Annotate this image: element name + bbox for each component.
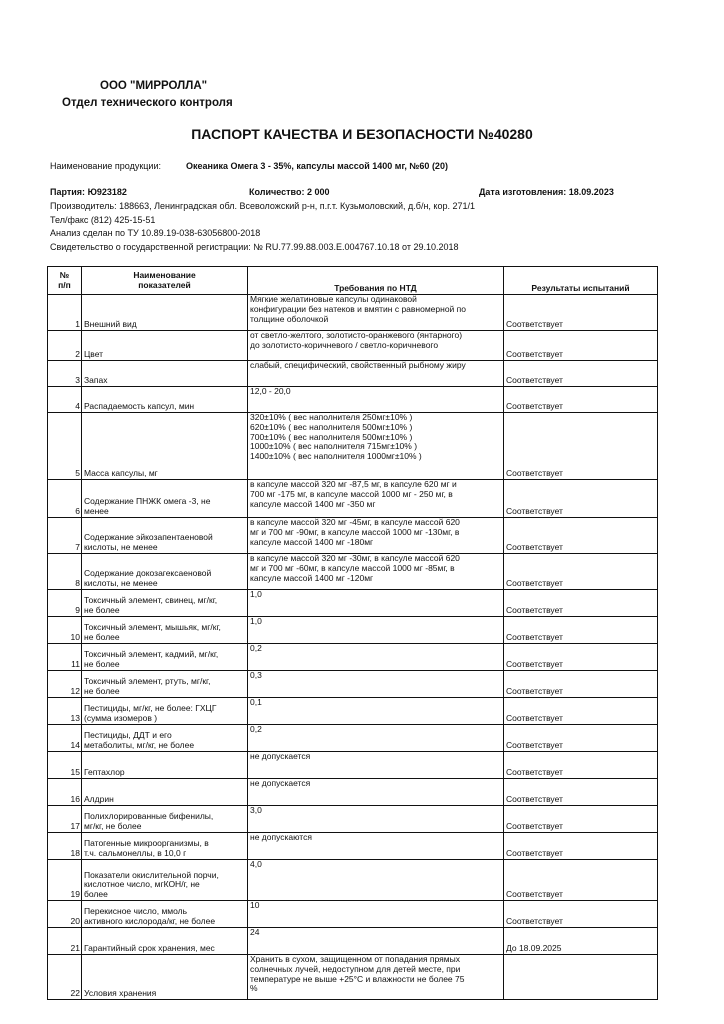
row-number: 14: [48, 725, 82, 752]
row-number: 18: [48, 833, 82, 860]
row-indicator-name: Патогенные микроорганизмы, в т.ч. сальмонеллы, в 10,0 г: [82, 833, 248, 860]
department-name: Отдел технического контроля: [62, 97, 233, 109]
row-indicator-name: Условия хранения: [82, 955, 248, 1000]
table-row: [48, 617, 658, 644]
row-requirement: не допускаются: [248, 833, 504, 860]
row-indicator-name: Масса капсулы, мг: [82, 413, 248, 480]
row-number: 8: [48, 554, 82, 590]
row-indicator-name: Гарантийный срок хранения, мес: [82, 928, 248, 955]
row-indicator-name: Содержание ПНЖК омега -3, не менее: [82, 480, 248, 518]
quantity-value: 2 000: [306, 187, 330, 197]
organization-name: ООО "МИРРОЛЛА": [100, 80, 208, 92]
table-row: [48, 413, 658, 480]
table-row: [48, 518, 658, 554]
table-row: [48, 752, 658, 779]
row-indicator-name: Пестициды, мг/кг, не более: ГХЦГ (сумма изомеров ): [82, 698, 248, 725]
row-indicator-name: Показатели окислительной порчи, кислотное число, мгКОН/г, не более: [82, 860, 248, 901]
quantity-line: [249, 187, 330, 197]
phone-line: Тел/факс (812) 425-15-51: [50, 215, 156, 225]
row-requirement: 1,0: [248, 590, 504, 617]
row-requirement: 3,0: [248, 806, 504, 833]
row-number: 15: [48, 752, 82, 779]
row-result: Соответствует: [504, 590, 658, 617]
quality-table: [47, 266, 658, 1000]
row-requirement: в капсуле массой 320 мг -30мг, в капсуле массой 620 мг и 700 мг -60мг, в капсуле массой 1000 мг -85мг, в капсуле массой 1400 мг -120мг: [248, 554, 504, 590]
row-requirement: слабый, специфический, свойственный рыбному жиру: [248, 361, 504, 387]
row-number: 9: [48, 590, 82, 617]
document-title: ПАСПОРТ КАЧЕСТВА И БЕЗОПАСНОСТИ №40280: [191, 126, 533, 142]
row-indicator-name: Полихлорированные бифенилы, мг/кг, не более: [82, 806, 248, 833]
manufacture-date-value: 18.09.2023: [568, 187, 614, 197]
row-requirement: 12,0 - 20,0: [248, 387, 504, 413]
table-row: [48, 833, 658, 860]
row-requirement: 0,3: [248, 671, 504, 698]
analysis-line: Анализ сделан по ТУ 10.89.19-038-63056800-2018: [50, 228, 261, 238]
batch-value: Ю923182: [87, 187, 127, 197]
table-row: [48, 671, 658, 698]
row-requirement: в капсуле массой 320 мг -87,5 мг, в капсуле 620 мг и 700 мг -175 мг, в капсуле массой 1000 мг - 250 мг, в капсуле массой 1400 мг -350 мг: [248, 480, 504, 518]
row-requirement: не допускается: [248, 779, 504, 806]
table-row: [48, 590, 658, 617]
table-row: [48, 698, 658, 725]
row-result: [504, 955, 658, 1000]
row-number: 19: [48, 860, 82, 901]
row-requirement: 320±10% ( вес наполнителя 250мг±10% ) 620±10% ( вес наполнителя 500мг±10% ) 700±10% ( вес наполнителя 500мг±10% ) 1000±10% ( вес наполнителя 715мг±10% ) 1400±10% ( вес наполнителя 1000мг±10% ): [248, 413, 504, 480]
row-indicator-name: Гептахлор: [82, 752, 248, 779]
header-results: Результаты испытаний: [504, 267, 658, 295]
table-header-row: [48, 267, 658, 295]
header-indicator: Наименование показателей: [82, 267, 248, 295]
row-number: 3: [48, 361, 82, 387]
row-requirement: 0,2: [248, 725, 504, 752]
table-row: [48, 955, 658, 1000]
row-requirement: 0,1: [248, 698, 504, 725]
row-indicator-name: Содержание докозагексаеновой кислоты, не менее: [82, 554, 248, 590]
row-number: 16: [48, 779, 82, 806]
row-result: Соответствует: [504, 671, 658, 698]
row-indicator-name: Токсичный элемент, кадмий, мг/кг, не более: [82, 644, 248, 671]
row-result: Соответствует: [504, 806, 658, 833]
row-number: 4: [48, 387, 82, 413]
manufacture-date-line: [479, 187, 614, 197]
row-result: Соответствует: [504, 361, 658, 387]
row-result: Соответствует: [504, 554, 658, 590]
batch-line: [50, 187, 127, 197]
table-row: [48, 725, 658, 752]
row-number: 2: [48, 331, 82, 361]
table-row: [48, 480, 658, 518]
product-label: Наименование продукции:: [50, 161, 161, 171]
row-result: Соответствует: [504, 295, 658, 331]
table-row: [48, 331, 658, 361]
product-line: [50, 161, 448, 171]
certificate-line: Свидетельство о государственной регистрации: № RU.77.99.88.003.Е.004767.10.18 от 29.10.2018: [50, 242, 459, 252]
row-indicator-name: Токсичный элемент, ртуть, мг/кг, не более: [82, 671, 248, 698]
table-row: [48, 901, 658, 928]
row-number: 21: [48, 928, 82, 955]
row-result: Соответствует: [504, 752, 658, 779]
table-row: [48, 387, 658, 413]
row-result: Соответствует: [504, 725, 658, 752]
row-number: 7: [48, 518, 82, 554]
manufacture-date-label: Дата изготовления:: [479, 187, 567, 197]
row-result: Соответствует: [504, 644, 658, 671]
row-requirement: в капсуле массой 320 мг -45мг, в капсуле массой 620 мг и 700 мг -90мг, в капсуле массой 1000 мг -130мг, в капсуле массой 1400 мг -180мг: [248, 518, 504, 554]
row-requirement: 0,2: [248, 644, 504, 671]
row-result: Соответствует: [504, 331, 658, 361]
table-row: [48, 644, 658, 671]
row-number: 20: [48, 901, 82, 928]
row-requirement: от светло-желтого, золотисто-оранжевого (янтарного) до золотисто-коричневого / светло-коричневого: [248, 331, 504, 361]
row-number: 12: [48, 671, 82, 698]
row-result: Соответствует: [504, 779, 658, 806]
row-indicator-name: Цвет: [82, 331, 248, 361]
row-requirement: 10: [248, 901, 504, 928]
table-row: [48, 295, 658, 331]
row-number: 22: [48, 955, 82, 1000]
header-number: № п/п: [48, 267, 82, 295]
row-indicator-name: Внешний вид: [82, 295, 248, 331]
row-result: Соответствует: [504, 698, 658, 725]
row-requirement: Мягкие желатиновые капсулы одинаковой конфигурации без натеков и вмятин с равномерной по толщине оболочкой: [248, 295, 504, 331]
row-indicator-name: Запах: [82, 361, 248, 387]
row-number: 17: [48, 806, 82, 833]
row-number: 5: [48, 413, 82, 480]
manufacturer-line: Производитель: 188663, Ленинградская обл. Всеволожский р-н, п.г.т. Кузьмоловский, д.б/н, кор. 271/1: [50, 201, 476, 211]
row-requirement: 24: [248, 928, 504, 955]
table-row: [48, 361, 658, 387]
table-row: [48, 860, 658, 901]
row-number: 11: [48, 644, 82, 671]
row-number: 1: [48, 295, 82, 331]
row-result: Соответствует: [504, 387, 658, 413]
row-indicator-name: Перекисное число, ммоль активного кислорода/кг, не более: [82, 901, 248, 928]
product-value: Океаника Омега 3 - 35%, капсулы массой 1400 мг, №60 (20): [186, 161, 448, 171]
row-indicator-name: Токсичный элемент, свинец, мг/кг, не более: [82, 590, 248, 617]
row-requirement: не допускается: [248, 752, 504, 779]
row-result: Соответствует: [504, 901, 658, 928]
row-result: Соответствует: [504, 413, 658, 480]
row-indicator-name: Токсичный элемент, мышьяк, мг/кг, не более: [82, 617, 248, 644]
row-number: 13: [48, 698, 82, 725]
row-indicator-name: Пестициды, ДДТ и его метаболиты, мг/кг, не более: [82, 725, 248, 752]
row-requirement: Хранить в сухом, защищенном от попадания прямых солнечных лучей, недоступном для детей месте, при температуре не выше +25°С и влажности не более 75 %: [248, 955, 504, 1000]
table-row: [48, 779, 658, 806]
batch-label: Партия:: [50, 187, 86, 197]
table-row: [48, 806, 658, 833]
row-result: До 18.09.2025: [504, 928, 658, 955]
row-indicator-name: Алдрин: [82, 779, 248, 806]
row-requirement: 1,0: [248, 617, 504, 644]
header-requirements: Требования по НТД: [248, 267, 504, 295]
row-result: Соответствует: [504, 833, 658, 860]
row-indicator-name: Содержание эйкозапентаеновой кислоты, не менее: [82, 518, 248, 554]
table-row: [48, 554, 658, 590]
row-number: 6: [48, 480, 82, 518]
quantity-label: Количество:: [249, 187, 305, 197]
row-result: Соответствует: [504, 518, 658, 554]
row-number: 10: [48, 617, 82, 644]
row-requirement: 4,0: [248, 860, 504, 901]
table-row: [48, 928, 658, 955]
row-result: Соответствует: [504, 480, 658, 518]
row-indicator-name: Распадаемость капсул, мин: [82, 387, 248, 413]
row-result: Соответствует: [504, 860, 658, 901]
row-result: Соответствует: [504, 617, 658, 644]
